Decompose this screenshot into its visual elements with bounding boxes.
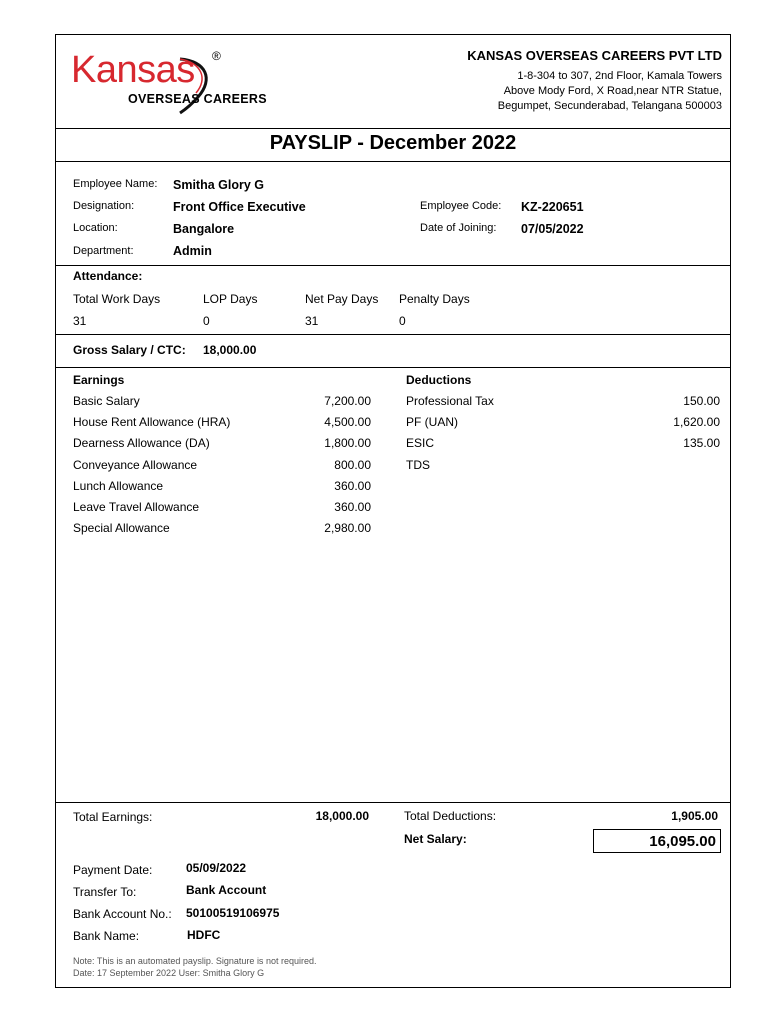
- gross-salary-value: 18,000.00: [203, 343, 257, 357]
- bank-account-label: Bank Account No.:: [73, 907, 172, 921]
- attendance-label: Total Work Days: [73, 292, 161, 306]
- deduction-label: PF (UAN): [406, 415, 458, 429]
- joining-date-label: Date of Joining:: [420, 222, 497, 234]
- divider: [56, 334, 730, 335]
- bank-name-label: Bank Name:: [73, 929, 140, 943]
- logo-registered-mark: ®: [212, 49, 221, 63]
- earning-label: Conveyance Allowance: [73, 458, 198, 472]
- deduction-amount: 135.00: [683, 436, 720, 450]
- total-deductions-value: 1,905.00: [671, 809, 718, 823]
- total-deductions-label: Total Deductions:: [404, 809, 497, 823]
- transfer-to-label: Transfer To:: [73, 885, 137, 899]
- bank-name-value: HDFC: [187, 928, 221, 942]
- employee-code-label: Employee Code:: [420, 200, 502, 212]
- payment-date-value: 05/09/2022: [186, 861, 247, 875]
- divider: [56, 367, 730, 368]
- earning-label: Basic Salary: [73, 394, 140, 408]
- department-label: Department:: [73, 245, 134, 257]
- earning-label: Leave Travel Allowance: [73, 500, 200, 514]
- deduction-amount: 150.00: [683, 394, 720, 408]
- deductions-heading: Deductions: [406, 373, 472, 387]
- payslip-sheet: [55, 34, 731, 988]
- payslip-title: PAYSLIP - December 2022: [269, 132, 517, 154]
- earning-amount: 4,500.00: [324, 415, 371, 429]
- divider: [56, 802, 730, 803]
- company-name: KANSAS OVERSEAS CAREERS PVT LTD: [467, 48, 722, 63]
- total-earnings-value: 18,000.00: [315, 809, 369, 823]
- deduction-amount: 1,620.00: [673, 415, 720, 429]
- net-salary-label: Net Salary:: [404, 832, 467, 846]
- location-label: Location:: [73, 222, 118, 234]
- earning-label: Lunch Allowance: [73, 479, 164, 493]
- earning-amount: 2,980.00: [324, 521, 371, 535]
- earning-amount: 360.00: [334, 479, 371, 493]
- total-earnings-label: Total Earnings:: [73, 810, 153, 824]
- employee-code-value: KZ-220651: [521, 200, 584, 214]
- earning-label: Special Allowance: [73, 521, 170, 535]
- earning-label: House Rent Allowance (HRA): [73, 415, 231, 429]
- attendance-label: Penalty Days: [399, 292, 470, 306]
- attendance-label: LOP Days: [203, 292, 258, 306]
- logo-tagline: OVERSEAS CAREERS: [128, 92, 267, 106]
- attendance-value: 0: [399, 314, 406, 328]
- earning-amount: 7,200.00: [324, 394, 371, 408]
- employee-name-value: Smitha Glory G: [173, 178, 264, 192]
- divider: [56, 128, 730, 129]
- net-salary-value: 16,095.00: [649, 833, 716, 850]
- attendance-value: 31: [73, 314, 87, 328]
- deduction-label: Professional Tax: [406, 394, 494, 408]
- earning-amount: 1,800.00: [324, 436, 371, 450]
- deduction-label: ESIC: [406, 436, 435, 450]
- earning-amount: 360.00: [334, 500, 371, 514]
- attendance-label: Net Pay Days: [305, 292, 379, 306]
- department-value: Admin: [173, 244, 212, 258]
- earning-amount: 800.00: [334, 458, 371, 472]
- logo-wordmark: Kansas: [71, 49, 195, 91]
- divider: [56, 265, 730, 266]
- automated-note: [73, 955, 316, 979]
- attendance-heading: Attendance:: [73, 269, 143, 283]
- joining-date-value: 07/05/2022: [521, 222, 584, 236]
- attendance-value: 31: [305, 314, 319, 328]
- note-line: Note: This is an automated payslip. Signature is not required.: [73, 956, 317, 966]
- payment-date-label: Payment Date:: [73, 863, 153, 877]
- designation-label: Designation:: [73, 200, 135, 212]
- employee-name-label: Employee Name:: [73, 178, 158, 190]
- address-line: 1-8-304 to 307, 2nd Floor, Kamala Towers: [517, 70, 722, 82]
- transfer-to-value: Bank Account: [186, 883, 267, 897]
- company-address: [498, 69, 722, 114]
- bank-account-value: 50100519106975: [186, 906, 280, 920]
- net-salary-box: [593, 829, 721, 853]
- divider: [56, 161, 730, 162]
- location-value: Bangalore: [173, 222, 235, 236]
- attendance-value: 0: [203, 314, 210, 328]
- earning-label: Dearness Allowance (DA): [73, 436, 210, 450]
- gross-salary-label: Gross Salary / CTC:: [73, 343, 186, 357]
- designation-value: Front Office Executive: [173, 200, 306, 214]
- deduction-label: TDS: [406, 458, 430, 472]
- note-line: Date: 17 September 2022 User: Smitha Glory G: [73, 968, 265, 978]
- address-line: Above Mody Ford, X Road,near NTR Statue,: [503, 85, 722, 97]
- address-line: Begumpet, Secunderabad, Telangana 500003: [497, 100, 722, 112]
- earnings-heading: Earnings: [73, 373, 125, 387]
